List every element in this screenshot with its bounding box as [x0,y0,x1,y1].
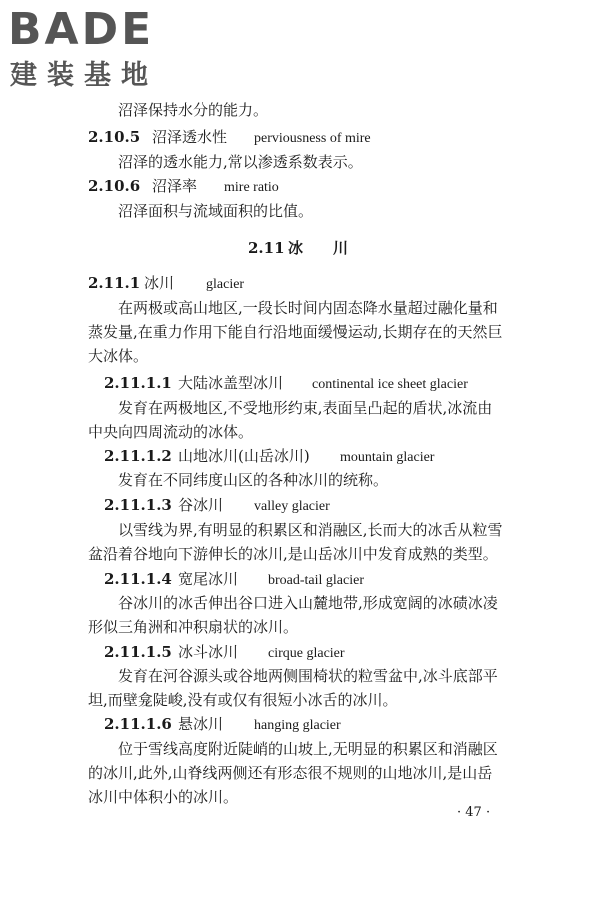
definition-line: 形似三角洲和冲积扇状的冰川。 [88,618,299,636]
term-english: cirque glacier [268,646,345,661]
term-number: 2.11.1 [88,274,141,292]
logo-subtitle: 建装基地 [10,60,158,91]
term-chinese: 谷冰川 [178,496,224,514]
term-english: mountain glacier [340,450,435,465]
term-heading [104,373,468,395]
term-chinese: 冰斗冰川 [178,643,239,661]
definition-line: 的冰川,此外,山脊线两侧还有形态很不规则的山地冰川,是山岳 [88,764,493,782]
term-english: hanging glacier [254,718,341,733]
term-heading [104,495,330,517]
section-number: 2.11 [248,239,285,257]
term-heading [88,273,244,295]
term-english: mire ratio [224,180,279,195]
term-chinese: 冰川 [144,274,175,292]
term-number: 2.11.1.4 [104,570,172,588]
definition-line: 沼泽面积与流域面积的比值。 [118,202,314,220]
term-number: 2.10.6 [88,177,141,195]
term-heading [88,127,371,149]
definition-line: 大冰体。 [88,347,149,365]
definition-line: 在两极或高山地区,一段长时间内固态降水量超过融化量和 [118,299,498,317]
term-heading [88,176,279,198]
term-heading [104,642,345,664]
definition-line: 发育在两极地区,不受地形约束,表面呈凸起的盾状,冰流由 [118,399,493,417]
section-title: 冰 川 [288,239,349,257]
term-chinese: 山地冰川(山岳冰川) [178,447,310,465]
definition-line: 谷冰川的冰舌伸出谷口进入山麓地带,形成宽阔的冰碛冰凌 [118,594,498,612]
logo-wordmark: BADE [8,4,155,55]
definition-line: 发育在河谷源头或谷地两侧围椅状的粒雪盆中,冰斗底部平 [118,667,498,685]
paragraph-line: 沼泽保持水分的能力。 [118,101,269,119]
term-number: 2.11.1.5 [104,643,172,661]
term-heading [104,446,434,468]
term-chinese: 沼泽透水性 [152,128,228,146]
definition-line: 位于雪线高度附近陡峭的山坡上,无明显的积累区和消融区 [118,740,498,758]
term-english: continental ice sheet glacier [312,377,468,392]
definition-line: 发育在不同纬度山区的各种冰川的统称。 [118,471,389,489]
term-english: broad-tail glacier [268,573,365,588]
term-number: 2.11.1.2 [104,447,172,465]
term-chinese: 大陆冰盖型冰川 [178,374,284,392]
term-heading [104,714,341,736]
definition-line: 以雪线为界,有明显的积累区和消融区,长而大的冰舌从粒雪 [118,521,503,539]
term-number: 2.10.5 [88,128,141,146]
definition-line: 坦,而壁龛陡峻,没有或仅有很短小冰舌的冰川。 [88,691,398,709]
term-number: 2.11.1.6 [104,715,172,733]
term-number: 2.11.1.3 [104,496,172,514]
definition-line: 盆沿着谷地向下游伸长的冰川,是山岳冰川中发育成熟的类型。 [88,545,498,563]
section-heading [248,238,348,258]
term-number: 2.11.1.1 [104,374,172,392]
definition-line: 中央向四周流动的冰体。 [88,423,254,441]
term-english: glacier [206,277,245,292]
term-chinese: 悬冰川 [178,715,224,733]
term-english: perviousness of mire [254,131,371,146]
term-english: valley glacier [254,499,330,514]
definition-line: 蒸发量,在重力作用下能自行沿地面缓慢运动,长期存在的天然巨 [88,323,503,341]
definition-line: 冰川中体积小的冰川。 [88,788,239,806]
page-number: · 47 · [457,805,491,820]
term-chinese: 宽尾冰川 [178,570,239,588]
definition-line: 沼泽的透水能力,常以渗透系数表示。 [118,153,363,171]
term-chinese: 沼泽率 [152,177,198,195]
term-heading [104,569,364,591]
